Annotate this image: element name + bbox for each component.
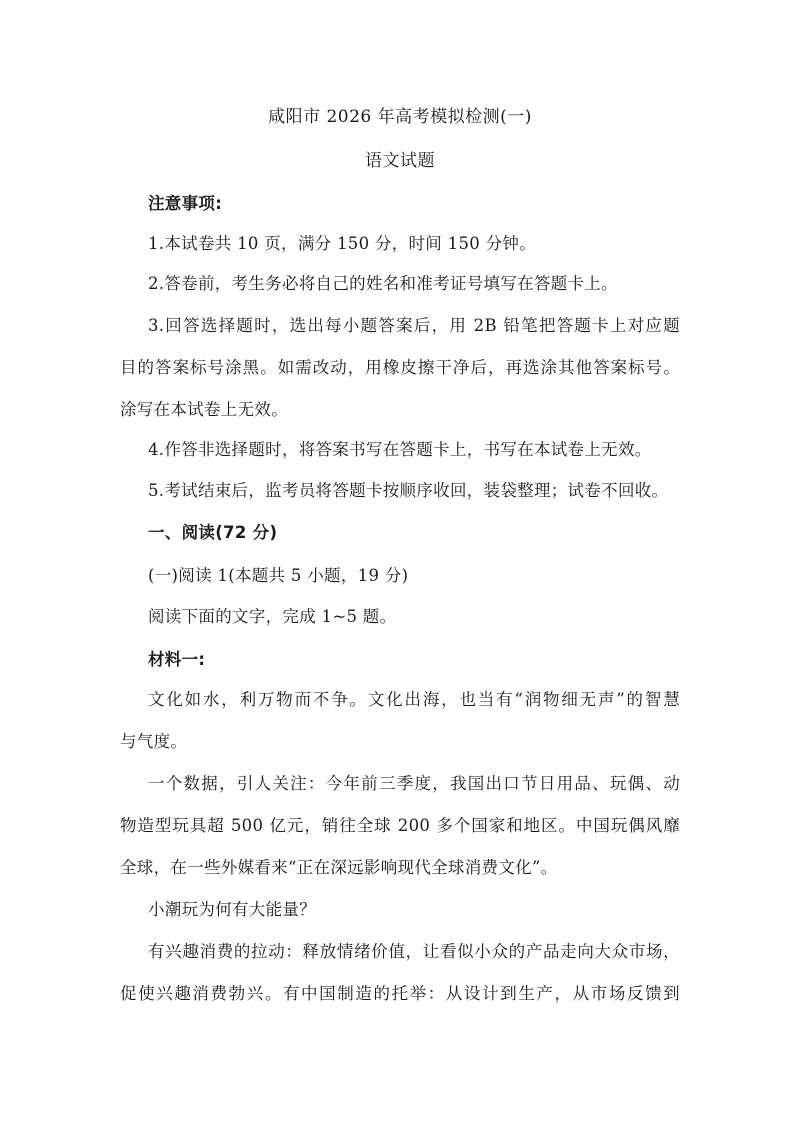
passage-line: 与气度。 (120, 732, 188, 751)
material-heading: 材料一: (148, 650, 206, 669)
exam-title: 咸阳市 2026 年高考模拟检测(一) (268, 107, 532, 127)
subject-title: 语文试题 (365, 151, 435, 171)
passage-line: 全球，在一些外媒看来“正在深远影响现代全球消费文化”。 (120, 858, 558, 877)
notice-item-4: 4.作答非选择题时，将答案书写在答题卡上，书写在本试卷上无效。 (148, 440, 652, 459)
notice-item-3-line-3: 涂写在本试卷上无效。 (120, 400, 288, 419)
notice-item-5: 5.考试结束后，监考员将答题卡按顺序收回，装袋整理；试卷不回收。 (148, 481, 669, 500)
notice-item-3-line-2: 目的答案标号涂黑。如需改动，用橡皮擦干净后，再选涂其他答案标号。 (120, 358, 680, 377)
notice-heading: 注意事项: (148, 194, 223, 213)
notice-item-2: 2.答卷前，考生务必将自己的姓名和准考证号填写在答题卡上。 (148, 274, 618, 293)
passage-line: 有兴趣消费的拉动：释放情绪价值，让看似小众的产品走向大众市场， (148, 942, 680, 961)
passage-line: 促使兴趣消费勃兴。有中国制造的托举：从设计到生产，从市场反馈到 (120, 984, 680, 1003)
passage-line: 小潮玩为何有大能量？ (148, 900, 316, 919)
notice-item-3-line-1: 3.回答选择题时，选出每小题答案后，用 2B 铅笔把答题卡上对应题 (148, 316, 680, 335)
passage-line: 物造型玩具超 500 亿元，销往全球 200 多个国家和地区。中国玩偶风靡 (120, 816, 680, 835)
passage-line: 一个数据，引人关注：今年前三季度，我国出口节日用品、玩偶、动 (148, 774, 680, 793)
section-heading: 一、阅读(72 分) (148, 523, 278, 542)
passage-line: 文化如水，利万物而不争。文化出海，也当有“润物细无声”的智慧 (148, 690, 680, 709)
notice-item-1: 1.本试卷共 10 页，满分 150 分，时间 150 分钟。 (148, 234, 536, 253)
reading-instruction: 阅读下面的文字，完成 1~5 题。 (148, 607, 397, 626)
subsection-heading: (一)阅读 1(本题共 5 小题，19 分) (148, 566, 409, 585)
